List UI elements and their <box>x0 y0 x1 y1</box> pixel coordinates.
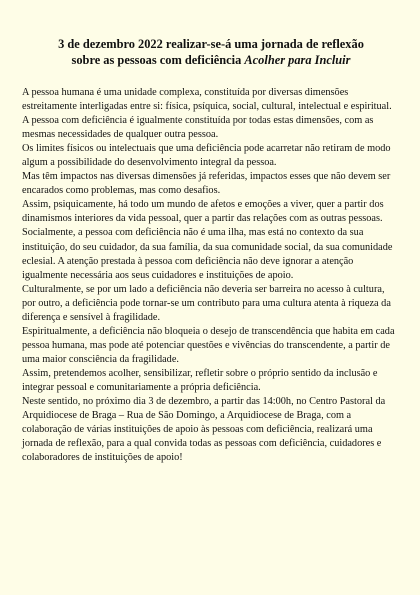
paragraph: Mas têm impactos nas diversas dimensões já referidas, impactos esses que não devem ser encarados como problemas, mas como desafios. <box>22 171 391 197</box>
paragraph: Assim, pretendemos acolher, sensibilizar, refletir sobre o próprio sentido da inclusão e integrar pessoal e comunitariamente a própria deficiência. <box>22 367 378 393</box>
paragraph: Socialmente, a pessoa com deficiência não é uma ilha, mas está no contexto da sua instituição, do seu cuidador, da sua família, da sua comunidade social, da sua comunidade eclesial. A atenção prestada à pessoa com deficiência não deve ignorar a atenção igualmente necessária aos seus cuidadores e instituições de apoio. <box>22 227 393 281</box>
paragraph: A pessoa humana é uma unidade complexa, constituída por diversas dimensões estreitamente interligadas entre si: física, psíquica, social, cultural, intelectual e espiritual. <box>22 87 392 113</box>
document-body <box>22 86 400 465</box>
document-title <box>22 36 400 68</box>
event-name: Acolher para Incluir <box>244 53 351 67</box>
paragraph: Culturalmente, se por um lado a deficiência não deveria ser barreira no acesso à cultura, por outro, a deficiência pode tornar-se um contributo para uma cultura atenta à riqueza da diferença e sensível à fragilidade. <box>22 283 391 323</box>
title-line-1: 3 de dezembro 2022 realizar-se-á uma jornada de reflexão <box>58 37 364 51</box>
paragraph: Os limites físicos ou intelectuais que uma deficiência pode acarretar não retiram de modo algum a possibilidade do desenvolvimento integral da pessoa. <box>22 143 391 169</box>
paragraph: Neste sentido, no próximo dia 3 de dezembro, a partir das 14:00h, no Centro Pastoral da Arquidiocese de Braga – Rua de São Domingo, a Arquidiocese de Braga, com a colaboração de várias instituições de apoio às pessoas com deficiência, realizará uma jornada de reflexão, para a qual convida todas as pessoas com deficiência, cuidadores e colaboradores de instituições de apoio! <box>22 396 386 464</box>
title-line-2: sobre as pessoas com deficiência <box>71 53 245 67</box>
paragraph: Assim, psiquicamente, há todo um mundo de afetos e emoções a viver, quer a partir dos dinamismos interiores da vida pessoal, quer a partir das relações com as outras pessoas. <box>22 199 384 225</box>
paragraph: A pessoa com deficiência é igualmente constituída por todas estas dimensões, com as mesmas necessidades de qualquer outra pessoa. <box>22 115 374 141</box>
paragraph: Espiritualmente, a deficiência não bloqueia o desejo de transcendência que habita em cada pessoa humana, mas pode até potenciar questões e vivências do transcendente, a partir de uma maior consciência da fragilidade. <box>22 325 395 365</box>
